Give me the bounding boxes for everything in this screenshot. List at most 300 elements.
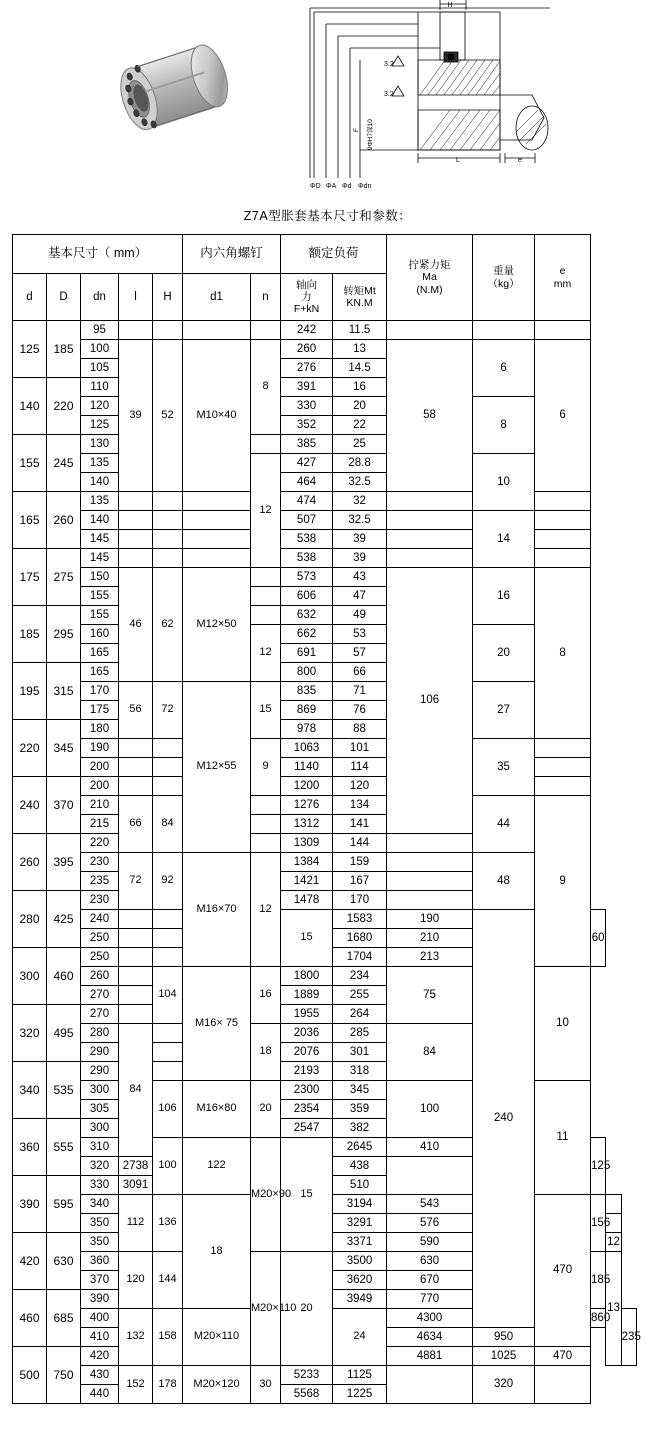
cell-torque: 28.8: [333, 454, 387, 473]
table-row: [13, 321, 637, 340]
cell-d1: M16×70: [183, 853, 251, 967]
cell-torque: 510: [333, 1176, 387, 1195]
cell-dn: 150: [81, 568, 119, 587]
cell-torque: 144: [333, 834, 387, 853]
svg-text:L: L: [456, 157, 460, 164]
cell-dn: 270: [81, 986, 119, 1005]
cell-H: 84: [153, 796, 183, 853]
cell-dn: 120: [81, 397, 119, 416]
cell-d1: [183, 492, 251, 511]
cell-n: 15: [281, 910, 333, 967]
cell-D: 555: [47, 1119, 81, 1176]
cell-D: 260: [47, 492, 81, 549]
cell-axial-force: 1704: [333, 948, 387, 967]
cell-axial-force: 1889: [281, 986, 333, 1005]
table-row: [13, 549, 637, 568]
cell-l: [119, 929, 153, 948]
cell-dn: 160: [81, 625, 119, 644]
cell-torque: 57: [333, 644, 387, 663]
cell-axial-force: 5233: [281, 1366, 333, 1385]
cell-l: [119, 321, 153, 340]
cell-n: 12: [251, 853, 281, 967]
cell-torque: 234: [333, 967, 387, 986]
cell-axial-force: 2547: [281, 1119, 333, 1138]
cell-axial-force: 2193: [281, 1062, 333, 1081]
cell-H: [153, 910, 183, 929]
table-header-groups: [13, 235, 637, 274]
cell-H: 72: [153, 682, 183, 739]
cell-d1: [183, 530, 251, 549]
cell-torque: 14.5: [333, 359, 387, 378]
cell-n: 8: [251, 340, 281, 435]
cell-e: 10: [535, 967, 591, 1081]
cell-axial-force: 606: [281, 587, 333, 606]
cell-dn: 125: [81, 416, 119, 435]
svg-text:Φdn: Φdn: [358, 183, 372, 190]
cell-dn: 250: [81, 948, 119, 967]
cell-axial-force: 330: [281, 397, 333, 416]
cell-axial-force: 2354: [281, 1100, 333, 1119]
cell-torque: 101: [333, 739, 387, 758]
header-col-torque: 转矩Mt KN.M: [333, 274, 387, 321]
cell-torque: 32: [333, 492, 387, 511]
cell-H: [153, 492, 183, 511]
cell-axial-force: 2738: [119, 1157, 153, 1176]
cell-torque: 120: [333, 777, 387, 796]
cell-e: [535, 739, 591, 758]
cell-l: [119, 511, 153, 530]
cell-torque: 53: [333, 625, 387, 644]
cell-d: 260: [13, 834, 47, 891]
cell-axial-force: 464: [281, 473, 333, 492]
cell-n: 20: [281, 1252, 333, 1366]
cell-dn: 370: [81, 1271, 119, 1290]
cell-axial-force: 391: [281, 378, 333, 397]
cell-weight: 125: [591, 1138, 606, 1195]
cell-weight: 35: [473, 739, 535, 796]
header-col-d: d: [13, 274, 47, 321]
cell-l: 39: [119, 340, 153, 492]
cell-dn: 300: [81, 1081, 119, 1100]
cell-e: [535, 530, 591, 549]
cell-d: 220: [13, 720, 47, 777]
cell-l: [119, 1005, 153, 1024]
cell-n: 12: [251, 625, 281, 682]
cell-axial-force: 3620: [333, 1271, 387, 1290]
cell-d1: M20×110: [251, 1252, 281, 1366]
cell-e: [535, 549, 591, 568]
cell-torque: 25: [333, 435, 387, 454]
cell-dn: 280: [81, 1024, 119, 1043]
cell-d: 125: [13, 321, 47, 378]
cell-dn: 140: [81, 511, 119, 530]
figure-area: [0, 0, 649, 200]
cell-dn: 175: [81, 701, 119, 720]
header-col-dn: dn: [81, 274, 119, 321]
cell-dn: 330: [81, 1176, 119, 1195]
cell-tightening-torque: [387, 511, 473, 530]
cell-torque: 39: [333, 549, 387, 568]
cell-l: 120: [119, 1252, 153, 1309]
cell-n: [251, 606, 281, 625]
cell-tightening-torque: [387, 492, 473, 511]
cell-axial-force: 1200: [281, 777, 333, 796]
cell-axial-force: 1063: [281, 739, 333, 758]
cell-H: 92: [153, 853, 183, 910]
cell-e: [535, 777, 591, 796]
cell-l: 56: [119, 682, 153, 739]
cell-axial-force: 835: [281, 682, 333, 701]
cell-d: 460: [13, 1290, 47, 1347]
cell-torque: 213: [387, 948, 473, 967]
cell-n: [251, 587, 281, 606]
cell-torque: 71: [333, 682, 387, 701]
cell-torque: 543: [387, 1195, 473, 1214]
cell-torque: 860: [591, 1309, 606, 1328]
cell-H: 158: [153, 1309, 183, 1366]
cell-H: 104: [153, 967, 183, 1024]
cell-axial-force: 3500: [333, 1252, 387, 1271]
cell-dn: 100: [81, 340, 119, 359]
cell-l: 152: [119, 1366, 153, 1404]
cell-d: 320: [13, 1005, 47, 1062]
cell-d: 165: [13, 492, 47, 549]
cell-n: 9: [251, 739, 281, 796]
cell-dn: 110: [81, 378, 119, 397]
cell-axial-force: 1421: [281, 872, 333, 891]
svg-text:ΦD: ΦD: [310, 183, 321, 190]
cell-axial-force: 260: [281, 340, 333, 359]
cell-H: 122: [183, 1138, 251, 1195]
z7a-cross-section-drawing: [300, 0, 570, 195]
cell-axial-force: 352: [281, 416, 333, 435]
cell-weight: 20: [473, 625, 535, 682]
table-row: [13, 568, 637, 587]
cell-n: [251, 815, 281, 834]
cell-axial-force: 1955: [281, 1005, 333, 1024]
cell-l: [119, 910, 153, 929]
cell-e: [535, 758, 591, 777]
cell-axial-force: 2645: [333, 1138, 387, 1157]
cell-weight: 16: [473, 568, 535, 625]
table-body: [13, 321, 641, 1404]
cell-H: 144: [153, 1252, 183, 1309]
cell-tightening-torque: [387, 321, 473, 340]
cell-torque: 264: [333, 1005, 387, 1024]
cell-axial-force: 5568: [281, 1385, 333, 1404]
cell-H: 136: [153, 1195, 183, 1252]
cell-e: 11: [535, 1081, 591, 1195]
cell-axial-force: 691: [281, 644, 333, 663]
cell-d1: M20×120: [183, 1366, 251, 1404]
cell-torque: 32.5: [333, 473, 387, 492]
cell-l: [119, 739, 153, 758]
cell-d: 420: [13, 1233, 47, 1290]
cell-n: [251, 796, 281, 815]
svg-text:H: H: [447, 2, 453, 9]
cell-l: [119, 758, 153, 777]
cell-H: 106: [153, 1081, 183, 1138]
cell-dn: 180: [81, 720, 119, 739]
cell-dn: 250: [81, 929, 119, 948]
cell-d1: M12×55: [183, 682, 251, 853]
cell-d: 240: [13, 777, 47, 834]
cell-torque: 159: [333, 853, 387, 872]
cell-H: [153, 530, 183, 549]
cell-axial-force: 427: [281, 454, 333, 473]
cell-dn: 270: [81, 1005, 119, 1024]
cell-dn: 210: [81, 796, 119, 815]
cell-dn: 290: [81, 1043, 119, 1062]
cell-d: 155: [13, 435, 47, 492]
cell-torque: 210: [387, 929, 473, 948]
svg-text:3.2: 3.2: [384, 61, 394, 68]
cell-d: 340: [13, 1062, 47, 1119]
cell-dn: 190: [81, 739, 119, 758]
cell-torque: 576: [387, 1214, 473, 1233]
cell-e: 12: [606, 1233, 621, 1252]
z7a-locking-assembly-photo: [118, 25, 248, 165]
cell-tightening-torque: 470: [535, 1195, 591, 1347]
cell-weight: 84: [387, 1024, 473, 1081]
table-row: [13, 777, 637, 796]
cell-D: 750: [47, 1347, 81, 1404]
cell-l: 46: [119, 568, 153, 682]
cell-n: 18: [251, 1024, 281, 1081]
cell-tightening-torque: 240: [473, 910, 535, 1328]
cell-D: 275: [47, 549, 81, 606]
cell-dn: 220: [81, 834, 119, 853]
header-col-H: H: [153, 274, 183, 321]
cell-axial-force: 3371: [333, 1233, 387, 1252]
cell-tightening-torque: [387, 872, 473, 891]
cell-torque: 49: [333, 606, 387, 625]
cell-tightening-torque: 58: [387, 340, 473, 492]
cell-n: 16: [251, 967, 281, 1024]
cell-dn: 235: [81, 872, 119, 891]
cell-torque: 134: [333, 796, 387, 815]
cell-axial-force: 385: [281, 435, 333, 454]
cell-dn: 360: [81, 1252, 119, 1271]
cell-l: [119, 777, 153, 796]
svg-text:e: e: [518, 157, 522, 164]
cell-torque: 88: [333, 720, 387, 739]
cell-tightening-torque: [387, 549, 473, 568]
cell-torque: 76: [333, 701, 387, 720]
cell-H: [153, 549, 183, 568]
cell-D: 345: [47, 720, 81, 777]
cell-torque: 285: [333, 1024, 387, 1043]
svg-text:9ΦH7深10: 9ΦH7深10: [367, 119, 374, 150]
cell-tightening-torque: 470: [535, 1347, 591, 1366]
cell-H: [153, 739, 183, 758]
cell-dn: 310: [81, 1138, 119, 1157]
cell-D: 425: [47, 891, 81, 948]
cell-axial-force: 573: [281, 568, 333, 587]
table-row: [13, 340, 637, 359]
cell-d: 140: [13, 378, 47, 435]
cell-e: [606, 1195, 621, 1214]
cell-d1: [183, 321, 251, 340]
header-col-n: n: [251, 274, 281, 321]
cell-dn: 350: [81, 1214, 119, 1233]
cell-tightening-torque: [387, 530, 473, 549]
cell-torque: 13: [333, 340, 387, 359]
cell-d1: M12×50: [183, 568, 251, 682]
header-col-D: D: [47, 274, 81, 321]
cell-torque: 1225: [333, 1385, 387, 1404]
caption-text: Z7A型胀套基本尺寸和参数：: [243, 209, 412, 223]
cell-axial-force: 1478: [281, 891, 333, 910]
cell-D: 460: [47, 948, 81, 1005]
cell-e: [535, 1366, 591, 1404]
cell-dn: 390: [81, 1290, 119, 1309]
cell-n: [251, 834, 281, 853]
cell-torque: 16: [333, 378, 387, 397]
cell-d1: M16× 75: [183, 967, 251, 1081]
cell-axial-force: 2300: [281, 1081, 333, 1100]
cell-d1: M10×40: [183, 340, 251, 492]
cell-axial-force: 978: [281, 720, 333, 739]
cell-torque: 66: [333, 663, 387, 682]
cell-l: 84: [119, 1024, 153, 1157]
cell-d1: M20×110: [183, 1309, 251, 1366]
cell-axial-force: 538: [281, 530, 333, 549]
table-row: [13, 1366, 637, 1385]
cell-dn: 165: [81, 644, 119, 663]
cell-tightening-torque: [387, 1366, 473, 1404]
cell-axial-force: 662: [281, 625, 333, 644]
cell-torque: 1025: [473, 1347, 535, 1366]
cell-dn: 145: [81, 530, 119, 549]
cell-dn: 230: [81, 891, 119, 910]
cell-axial-force: 4300: [387, 1309, 473, 1328]
cell-d1: M20×90: [251, 1138, 281, 1252]
cell-torque: 950: [473, 1328, 535, 1347]
cell-dn: 200: [81, 777, 119, 796]
cell-dn: 200: [81, 758, 119, 777]
cell-torque: 255: [333, 986, 387, 1005]
cell-d: 185: [13, 606, 47, 663]
cell-dn: 140: [81, 473, 119, 492]
cell-axial-force: 632: [281, 606, 333, 625]
cell-dn: 350: [81, 1233, 119, 1252]
cell-torque: 167: [333, 872, 387, 891]
cell-D: 315: [47, 663, 81, 720]
cell-axial-force: 474: [281, 492, 333, 511]
table-row: [13, 530, 637, 549]
cell-d: 280: [13, 891, 47, 948]
cell-D: 630: [47, 1233, 81, 1290]
cell-tightening-torque: [387, 834, 473, 853]
cell-axial-force: 2076: [281, 1043, 333, 1062]
cell-e: 6: [535, 340, 591, 492]
cell-torque: 359: [333, 1100, 387, 1119]
header-col-l: l: [119, 274, 153, 321]
cell-H: [153, 929, 183, 948]
cell-weight: 6: [473, 340, 535, 397]
cell-l: [119, 986, 153, 1005]
cell-torque: 39: [333, 530, 387, 549]
cell-torque: 170: [333, 891, 387, 910]
cell-torque: 301: [333, 1043, 387, 1062]
cell-l: [119, 530, 153, 549]
cell-e: 13: [606, 1252, 621, 1366]
cell-torque: 141: [333, 815, 387, 834]
cell-torque: 43: [333, 568, 387, 587]
cell-dn: 440: [81, 1385, 119, 1404]
cell-l: 72: [119, 853, 153, 910]
header-rated-load: 额定负荷: [281, 235, 387, 274]
header-col-d1: d1: [183, 274, 251, 321]
header-col-axial-force: 轴向 力 F+kN: [281, 274, 333, 321]
cell-H: [153, 758, 183, 777]
cell-torque: 345: [333, 1081, 387, 1100]
cell-axial-force: 1140: [281, 758, 333, 777]
cell-e: [535, 511, 591, 530]
cell-D: 495: [47, 1005, 81, 1062]
cell-weight: 100: [387, 1081, 473, 1138]
cell-axial-force: 1800: [281, 967, 333, 986]
table-row: [13, 739, 637, 758]
cell-axial-force: 1276: [281, 796, 333, 815]
cell-weight: 185: [591, 1252, 606, 1309]
cell-dn: 135: [81, 492, 119, 511]
cell-d1: M16×80: [183, 1081, 251, 1138]
cell-H: [153, 1062, 183, 1081]
cell-e: [535, 321, 591, 340]
cell-d: 500: [13, 1347, 47, 1404]
cell-torque: 670: [387, 1271, 473, 1290]
header-tightening-torque: 拧紧力矩 Ma (N.M): [387, 235, 473, 321]
cell-dn: 420: [81, 1347, 119, 1366]
cell-d: 360: [13, 1119, 47, 1176]
cell-weight: 48: [473, 853, 535, 910]
cell-axial-force: 3291: [333, 1214, 387, 1233]
cell-weight: 60: [591, 910, 606, 967]
cell-weight: [473, 321, 535, 340]
cell-dn: 165: [81, 663, 119, 682]
cell-H: 178: [153, 1366, 183, 1404]
cell-n: 30: [251, 1366, 281, 1404]
svg-text:3.2: 3.2: [384, 91, 394, 98]
svg-text:Φd: Φd: [342, 183, 352, 190]
cell-axial-force: 242: [281, 321, 333, 340]
cell-l: [119, 549, 153, 568]
cell-n: 12: [251, 454, 281, 568]
svg-text:ΦA: ΦA: [326, 183, 337, 190]
cell-e: [535, 492, 591, 511]
cell-torque: 20: [333, 397, 387, 416]
cell-weight: 156: [591, 1195, 606, 1252]
cell-dn: 230: [81, 853, 119, 872]
svg-text:F: F: [353, 128, 360, 132]
cell-l: 132: [119, 1309, 153, 1366]
cell-D: 685: [47, 1290, 81, 1347]
cell-H: [153, 948, 183, 967]
cell-dn: 430: [81, 1366, 119, 1385]
cell-dn: 340: [81, 1195, 119, 1214]
cell-axial-force: 3949: [333, 1290, 387, 1309]
cell-torque: 32.5: [333, 511, 387, 530]
cell-axial-force: 1583: [333, 910, 387, 929]
cell-dn: 240: [81, 910, 119, 929]
cell-D: 245: [47, 435, 81, 492]
cell-n: [251, 435, 281, 454]
cell-l: [119, 492, 153, 511]
cell-weight: 27: [473, 682, 535, 739]
table-caption: [0, 206, 649, 224]
